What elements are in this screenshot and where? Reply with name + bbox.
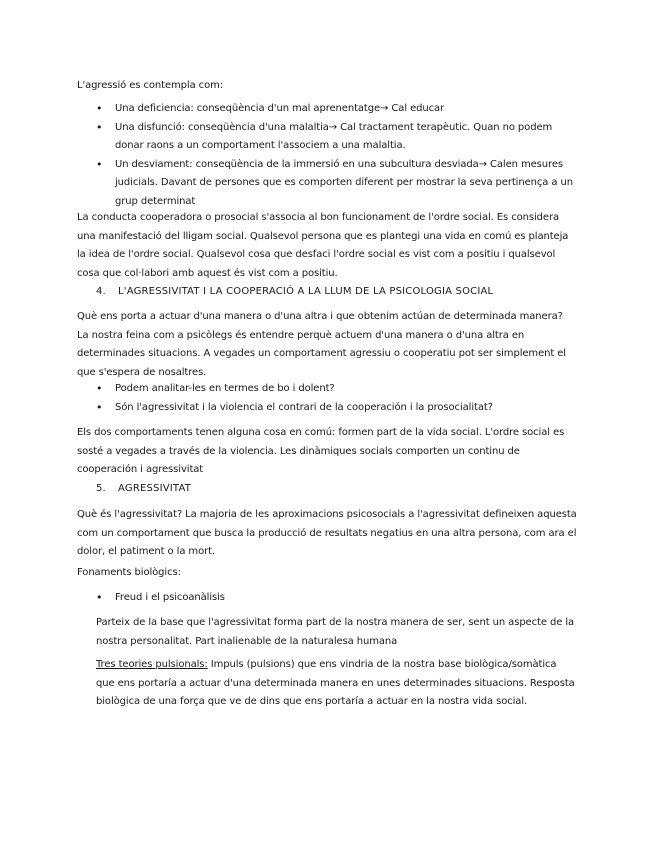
list-item: • Freud i el psicoanàlisis — [77, 589, 577, 608]
paragraph-social-life: Els dos comportaments tenen alguna cosa en comú: formen part de la vida social. L'ordre social es sosté a vegades a través de la violencia. Les dinàmiques socials comporten un continu de cooperación i agressivitat — [77, 427, 565, 475]
list-item: • Són l'agressivitat i la violencia el contrari de la cooperación i la prosocialitat? — [77, 399, 577, 418]
section-number: 4. — [96, 286, 106, 297]
drive-theories-text: Impuls (pulsions) que ens vindria de la nostra base biològica/somàtica que ens portaría a actuar d'una determinada manera en unes determinades situacions. Resposta biològica de una força que ve de dins que ens portaría a actuar en la nostra vida social. — [96, 659, 575, 707]
section-title: AGRESSIVITAT — [118, 483, 192, 494]
section-heading-5 — [96, 480, 191, 498]
bullet-list-definitions — [77, 100, 577, 211]
paragraph-drive-theories — [96, 656, 576, 712]
section-heading-4 — [96, 283, 493, 301]
list-item: • Una deficiencia: conseqüència d'un mal aprenentatge→ Cal educar — [77, 100, 577, 119]
paragraph-personality: Parteix de la base que l'agressivitat forma part de la nostra manera de ser, sent un aspecte de la nostra personalitat. Part inalienable de la naturalesa humana — [96, 617, 575, 647]
subheading-fonaments: Fonaments biològics: — [77, 567, 181, 578]
bullet-list-freud — [77, 589, 577, 608]
drive-theories-label: Tres teories pulsionals: — [96, 659, 208, 670]
paragraph-psychology: Què ens porta a actuar d'una manera o d'una altra i que obtenim actúan de determinada manera? La nostra feina com a psicòlegs és entendre perquè actuem d'una manera o d'una altra en determinades situacions. A vegades un comportament agressiu o cooperatiu pot ser simplement el que s'espera de nosaltres. — [77, 311, 566, 378]
intro-text: L'agressió es contempla com: — [77, 80, 224, 91]
section-title: L'AGRESSIVITAT I LA COOPERACIÓ A LA LLUM DE LA PSICOLOGIA SOCIAL — [118, 286, 494, 297]
paragraph-cooperation: La conducta cooperadora o prosocial s'associa al bon funcionament de l'ordre social. Es considera una manifestació del lligam social. Qualsevol persona que es plantegi una vida en comú es planteja la idea de l'ordre social. Qualsevol cosa que desfaci l'ordre social es vist com a positiu i qualsevol cosa que col·labori amb aquest és vist com a positiu. — [77, 212, 569, 279]
bullet-list-questions — [77, 380, 577, 417]
list-item: • Un desviament: conseqüència de la immersió en una subcultura desviada→ Calen mesures judicials. Davant de persones que es comporten diferent per mostrar la seva pertinença a un grup determinat — [77, 156, 577, 212]
paragraph-aggression-definition: Què és l'agressivitat? La majoria de les aproximacions psicosocials a l'agressivitat defineixen aquesta com un comportament que busca la producció de resultats negatius en una altra persona, com ara el dolor, el patiment o la mort. — [77, 509, 577, 557]
list-item: • Podem analitar-les en termes de bo i dolent? — [77, 380, 577, 399]
list-item: • Una disfunció: conseqüència d'una malaltia→ Cal tractament terapèutic. Quan no podem donar raons a un comportament l'associem a una malaltia. — [77, 119, 577, 156]
section-number: 5. — [96, 483, 106, 494]
